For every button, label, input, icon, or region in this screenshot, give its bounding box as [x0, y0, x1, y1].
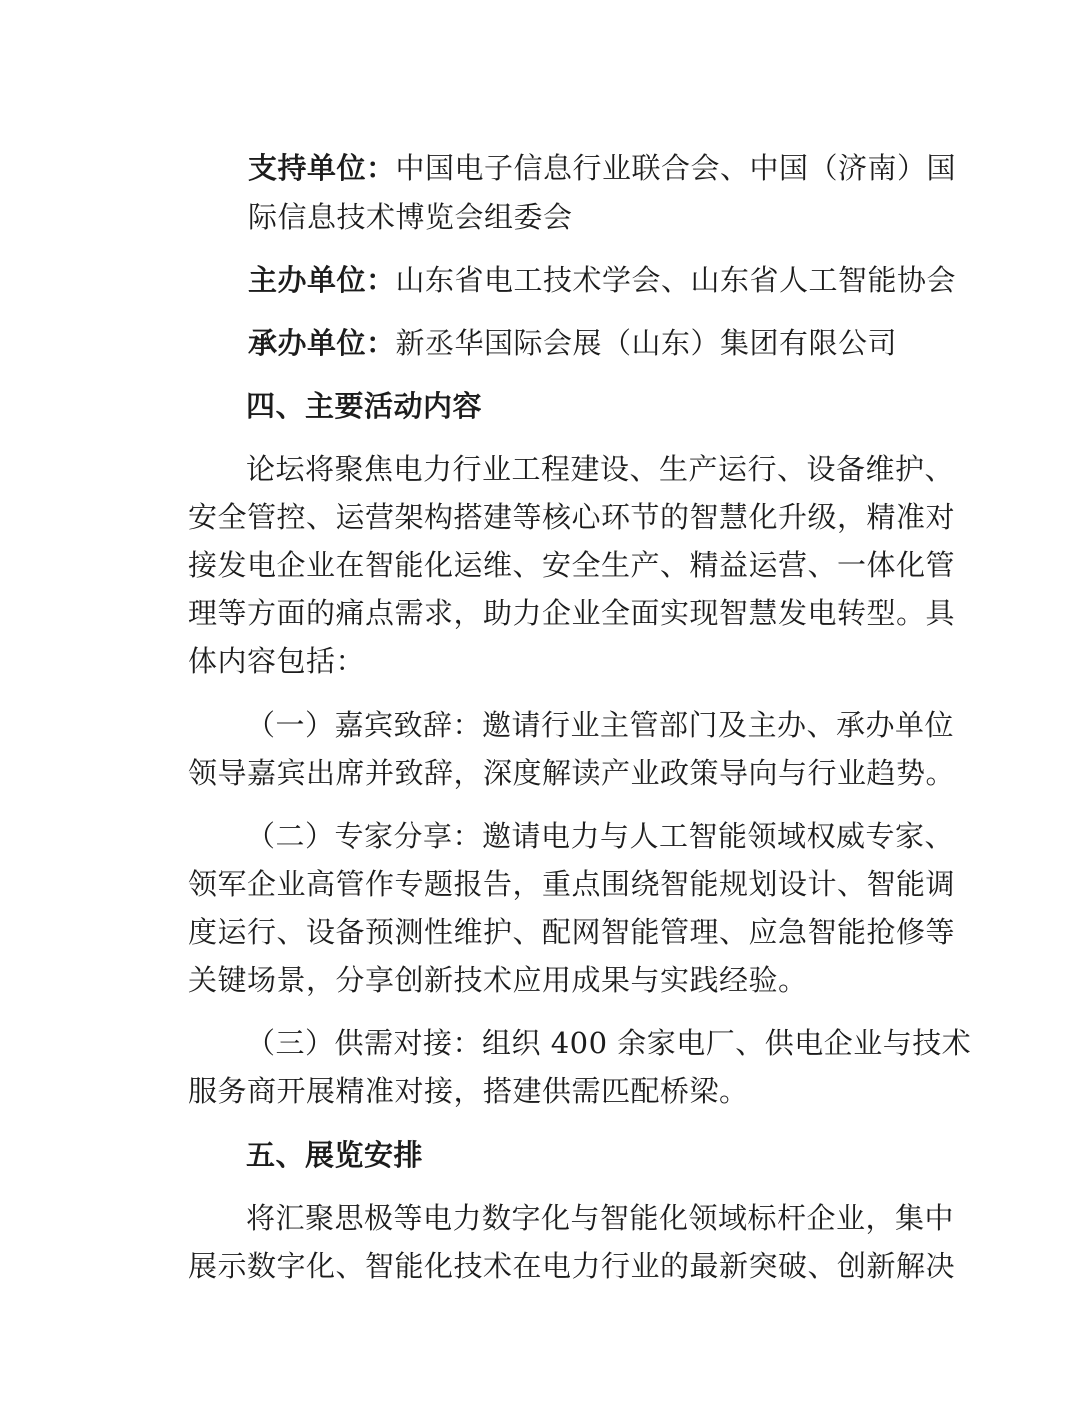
item1-line-1: （一）嘉宾致辞：邀请行业主管部门及主办、承办单位 [246, 708, 955, 742]
support-label: 支持单位： [248, 151, 396, 185]
section5-intro-line-1: 将汇聚思极等电力数字化与智能化领域标杆企业，集中 [246, 1201, 955, 1235]
section4-intro-line-2: 安全管控、运营架构搭建等核心环节的智慧化升级，精准对 [188, 500, 956, 534]
item2-line-3: 度运行、设备预测性维护、配网智能管理、应急智能抢修等 [188, 915, 956, 949]
item3-line-1: （三）供需对接：组织 400 余家电厂、供电企业与技术 [246, 1026, 972, 1060]
item3-line-2: 服务商开展精准对接，搭建供需匹配桥梁。 [188, 1074, 749, 1108]
support-line-2: 际信息技术博览会组委会 [248, 200, 573, 234]
section4-intro-line-4: 理等方面的痛点需求，助力企业全面实现智慧发电转型。具 [188, 596, 956, 630]
host-label: 主办单位： [248, 263, 396, 297]
section5-intro-line-2: 展示数字化、智能化技术在电力行业的最新突破、创新解决 [188, 1249, 956, 1283]
organizer-text: 新丞华国际会展（山东）集团有限公司 [395, 326, 898, 360]
host-text: 山东省电工技术学会、山东省人工智能协会 [395, 263, 957, 297]
section4-heading: 四、主要活动内容 [246, 389, 483, 423]
item2-line-4: 关键场景，分享创新技术应用成果与实践经验。 [188, 963, 808, 997]
support-text-1: 中国电子信息行业联合会、中国（济南）国 [395, 151, 957, 185]
section5-heading: 五、展览安排 [246, 1138, 424, 1172]
organizer-label: 承办单位： [248, 326, 396, 360]
section4-intro-line-1: 论坛将聚焦电力行业工程建设、生产运行、设备维护、 [246, 452, 955, 486]
support-line-1 [248, 148, 956, 188]
host-line [248, 260, 956, 300]
section4-intro-line-5: 体内容包括： [188, 644, 366, 678]
section4-intro-line-3: 接发电企业在智能化运维、安全生产、精益运营、一体化管 [188, 548, 956, 582]
item2-line-1: （二）专家分享：邀请电力与人工智能领域权威专家、 [246, 819, 955, 853]
organizer-line [248, 323, 897, 363]
item2-line-2: 领军企业高管作专题报告，重点围绕智能规划设计、智能调 [188, 867, 956, 901]
item1-line-2: 领导嘉宾出席并致辞，深度解读产业政策导向与行业趋势。 [188, 756, 956, 790]
